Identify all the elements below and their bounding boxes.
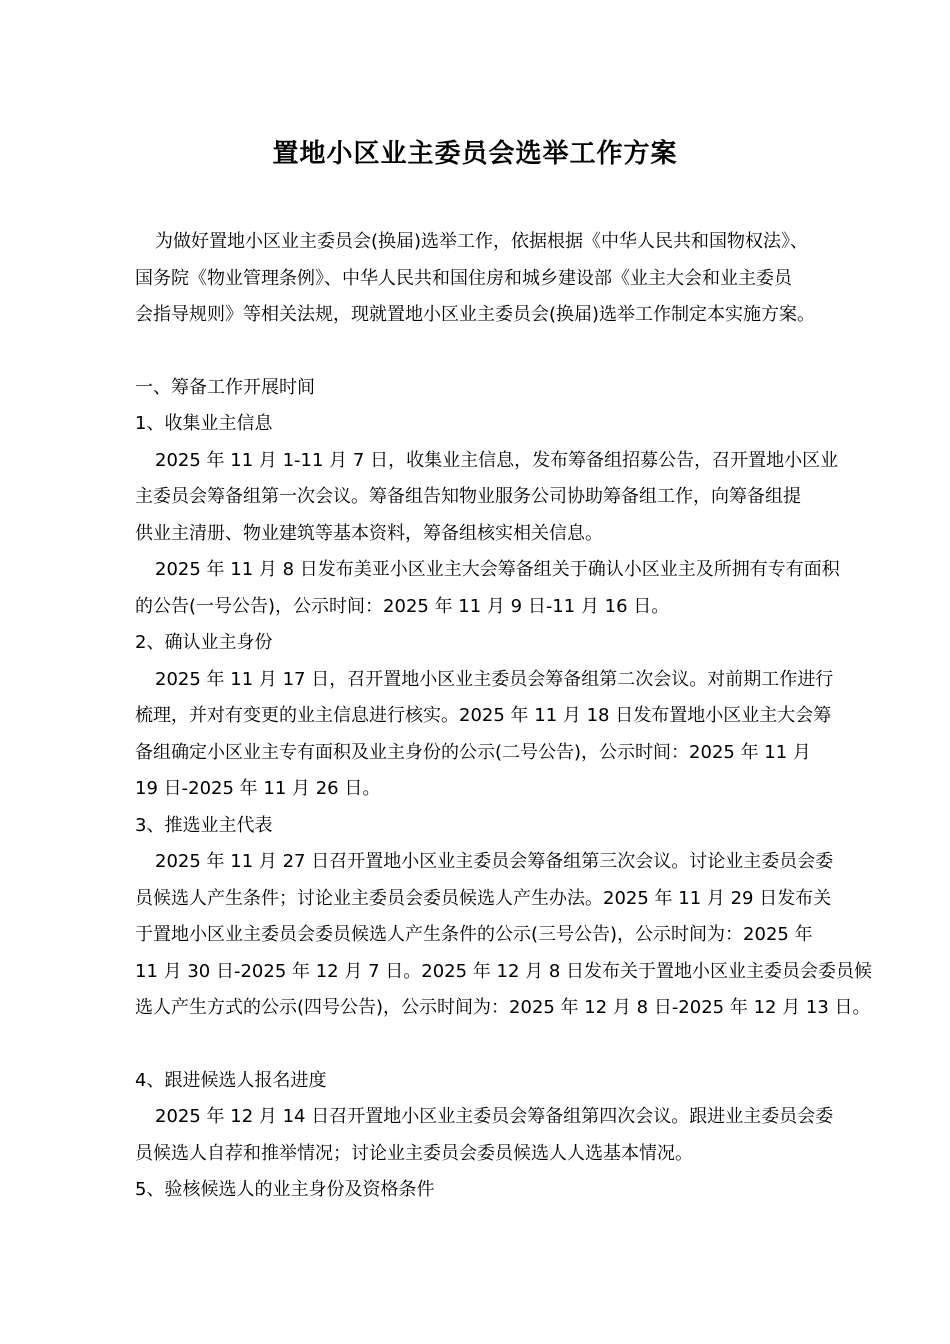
spacer — [115, 1027, 847, 1063]
paragraph-line: 2025 年 11 月 1-11 月 7 日，收集业主信息，发布筹备组招募公告，召开置地小区业 — [155, 449, 839, 471]
paragraph-line: 2025 年 11 月 27 日召开置地小区业主委员会筹备组第三次会议。讨论业主委员会委 — [155, 851, 834, 872]
item-heading-5: 5、验核候选人的业主身份及资格条件 — [135, 1179, 435, 1200]
paragraph-line: 2025 年 11 月 17 日，召开置地小区业主委员会筹备组第二次会议。对前期工作进行 — [155, 668, 834, 690]
item-1-paragraph-1 — [115, 443, 847, 553]
paragraph-line: 备组确定小区业主专有面积及业主身份的公示(二号公告)，公示时间：2025 年 11 月 — [135, 741, 811, 763]
paragraph-line: 主委员会筹备组第一次会议。筹备组告知物业服务公司协助筹备组工作，向筹备组提 — [135, 486, 801, 507]
item-heading-2: 2、确认业主身份 — [135, 632, 273, 653]
paragraph-line: 梳理，并对有变更的业主信息进行核实。2025 年 11 月 18 日发布置地小区业主大会筹 — [135, 705, 832, 726]
document-body — [115, 224, 873, 1209]
item-4-paragraph — [115, 1099, 847, 1172]
paragraph-line: 2025 年 11 月 8 日发布美亚小区业主大会筹备组关于确认小区业主及所拥有专有面积 — [155, 559, 840, 580]
paragraph-line: 员候选人自荐和推举情况；讨论业主委员会委员候选人人选基本情况。 — [135, 1142, 693, 1164]
intro-line: 为做好置地小区业主委员会(换届)选举工作，依据根据《中华人民共和国物权法》、 — [155, 231, 809, 252]
paragraph-line: 19 日-2025 年 11 月 26 日。 — [135, 778, 381, 799]
document-title: 置地小区业主委员会选举工作方案 — [272, 139, 678, 169]
item-heading-4: 4、跟进候选人报名进度 — [135, 1069, 327, 1091]
paragraph-line: 选人产生方式的公示(四号公告)，公示时间为：2025 年 12 月 8 日-2025 年 12 月 13 日。 — [135, 997, 871, 1018]
item-2-paragraph — [115, 662, 847, 808]
paragraph-line: 于置地小区业主委员会委员候选人产生条件的公示(三号公告)，公示时间为：2025 年 — [135, 924, 813, 945]
paragraph-line: 员候选人产生条件；讨论业主委员会委员候选人产生办法。2025 年 11 月 29 日发布关 — [135, 887, 832, 909]
spacer — [115, 334, 847, 370]
paragraph-line: 的公告(一号公告)，公示时间：2025 年 11 月 9 日-11 月 16 日。 — [135, 595, 670, 617]
item-heading-3: 3、推选业主代表 — [135, 814, 273, 836]
item-3-paragraph — [115, 844, 873, 1027]
paragraph-line: 2025 年 12 月 14 日召开置地小区业主委员会筹备组第四次会议。跟进业主委员会委 — [155, 1106, 834, 1127]
intro-line: 国务院《物业管理条例》、中华人民共和国住房和城乡建设部《业主大会和业主委员 — [135, 267, 792, 289]
paragraph-line: 供业主清册、物业建筑等基本资料，筹备组核实相关信息。 — [135, 522, 603, 544]
intro-line: 会指导规则》等相关法规，现就置地小区业主委员会(换届)选举工作制定本实施方案。 — [135, 304, 816, 325]
paragraph-line: 11 月 30 日-2025 年 12 月 7 日。2025 年 12 月 8 日发布关于置地小区业主委员会委员候 — [135, 960, 873, 982]
item-heading-1: 1、收集业主信息 — [135, 413, 273, 434]
intro-paragraph — [115, 224, 847, 334]
section-heading: 一、筹备工作开展时间 — [135, 376, 315, 398]
item-1-paragraph-2 — [115, 552, 847, 625]
